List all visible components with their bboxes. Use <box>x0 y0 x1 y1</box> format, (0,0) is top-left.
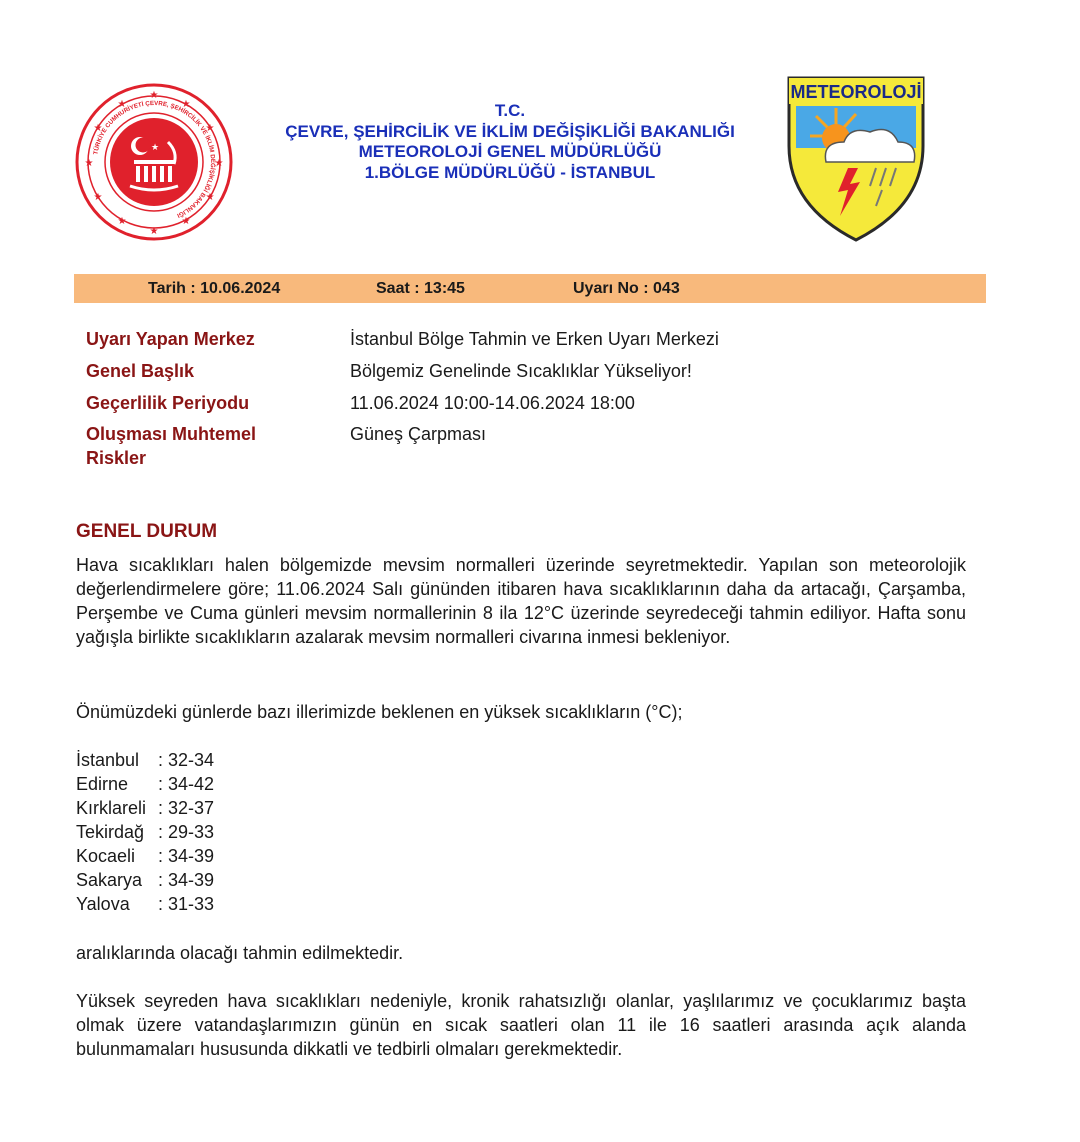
city-row <box>76 844 214 868</box>
intro-line: Önümüzdeki günlerde bazı illerimizde beklenen en yüksek sıcaklıkların (°C); <box>76 702 683 722</box>
city-row <box>76 820 214 844</box>
city-name: Tekirdağ <box>76 822 145 842</box>
city-row <box>76 892 214 916</box>
svg-text:★: ★ <box>214 158 224 169</box>
warning-number: Uyarı No : 043 <box>573 280 680 297</box>
svg-text:★: ★ <box>181 99 191 110</box>
city-name: Kırklareli <box>76 798 147 818</box>
city-temp: : 32-37 <box>158 798 215 818</box>
header-line-tc: T.C. <box>494 101 526 120</box>
label-possible-risks <box>86 422 256 470</box>
svg-text:★: ★ <box>149 90 159 101</box>
city-temp: : 34-39 <box>158 846 215 866</box>
city-row <box>76 772 214 796</box>
value-possible-risks: Güneş Çarpması <box>350 424 487 444</box>
header-title <box>230 101 790 183</box>
paragraph-situation: Hava sıcaklıkları halen bölgemizde mevsim normalleri üzerinde seyretmektedir. Yapılan son meteorolojik değerlendirmelere göre; 11.06.2024 Salı gününden itibaren hava sıcaklıklarının daha da artacağı, Çarşamba, Perşembe ve Cuma günleri mevsim normallerinin 8 ila 12°C üzerinde seyredeceği tahmin ediliyor. Hafta sonu yağışla birlikte sıcaklıkların azalarak mevsim normalleri civarına inmesi bekleniyor. <box>76 555 966 647</box>
city-temp: : 32-34 <box>158 750 215 770</box>
label-validity-period: Geçerlilik Periyodu <box>86 393 250 413</box>
svg-text:★: ★ <box>93 123 103 134</box>
warning-info-bar <box>74 274 986 303</box>
city-temp: : 34-42 <box>158 774 215 794</box>
header-line-directorate: METEOROLOJİ GENEL MÜDÜRLÜĞÜ <box>358 142 662 161</box>
svg-text:★: ★ <box>151 143 160 153</box>
city-temp: : 29-33 <box>158 822 215 842</box>
svg-text:★: ★ <box>117 99 127 110</box>
closing-line: aralıklarında olacağı tahmin edilmektedir. <box>76 943 404 963</box>
svg-text:★: ★ <box>149 226 159 237</box>
city-name: Sakarya <box>76 870 143 890</box>
paragraph-advice: Yüksek seyreden hava sıcaklıkları nedeniyle, kronik rahatsızlığı olanlar, yaşlılarımız ve çocuklarımız başta olmak üzere vatandaşlarımızın günün en sıcak saatleri olan 11 ile 16 saatleri arasında açık alanda bulunmamaları hususunda dikkatli ve tedbirli olmaları gerekmektedir. <box>76 991 966 1059</box>
city-name: Edirne <box>76 774 129 794</box>
value-issuing-center: İstanbul Bölge Tahmin ve Erken Uyarı Merkezi <box>350 329 719 349</box>
ministry-seal-logo <box>74 82 234 242</box>
meteoroloji-logo <box>786 76 926 242</box>
value-general-title: Bölgemiz Genelinde Sıcaklıklar Yükseliyor! <box>350 361 692 381</box>
value-validity-period: 11.06.2024 10:00-14.06.2024 18:00 <box>350 393 635 413</box>
section-title-general-situation: GENEL DURUM <box>76 521 218 542</box>
warning-time: Saat : 13:45 <box>376 280 465 297</box>
svg-text:METEOROLOJİ: METEOROLOJİ <box>790 82 922 102</box>
city-temp: : 34-39 <box>158 870 215 890</box>
label-possible-risks-line1: Oluşması Muhtemel <box>86 424 257 444</box>
svg-text:★: ★ <box>205 123 215 134</box>
city-name: Yalova <box>76 894 130 914</box>
header-line-ministry: ÇEVRE, ŞEHİRCİLİK VE İKLİM DEĞİŞİKLİĞİ BAKANLIĞI <box>285 121 735 141</box>
label-possible-risks-line2: Riskler <box>86 448 147 468</box>
svg-text:TÜRKİYE CUMHURİYETİ ÇEVRE, ŞEH: TÜRKİYE CUMHURİYETİ ÇEVRE, ŞEHİRCİLİK VE İKLİM DEĞİŞİKLİĞİ BAKANLIĞI <box>92 99 217 219</box>
svg-text:★: ★ <box>93 192 103 203</box>
city-row <box>76 748 214 772</box>
city-temp: : 31-33 <box>158 894 215 914</box>
city-row <box>76 796 214 820</box>
svg-text:★: ★ <box>181 216 191 227</box>
city-name: Kocaeli <box>76 846 136 866</box>
warning-date: Tarih : 10.06.2024 <box>148 280 281 297</box>
city-row <box>76 868 214 892</box>
svg-text:★: ★ <box>84 158 94 169</box>
label-issuing-center: Uyarı Yapan Merkez <box>86 329 255 349</box>
label-general-title: Genel Başlık <box>86 361 195 381</box>
svg-text:★: ★ <box>117 216 127 227</box>
city-name: İstanbul <box>76 750 140 770</box>
svg-text:★: ★ <box>205 192 215 203</box>
header-line-region: 1.BÖLGE MÜDÜRLÜĞÜ - İSTANBUL <box>364 162 656 182</box>
